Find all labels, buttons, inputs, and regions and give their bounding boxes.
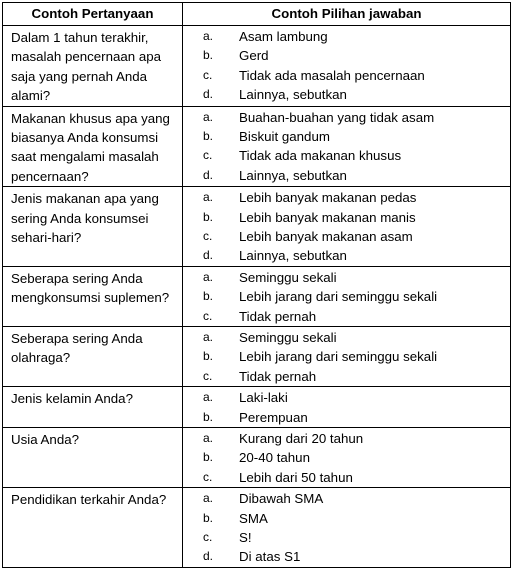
question-cell (3, 427, 183, 487)
option-text: Lebih jarang dari seminggu sekali (239, 289, 438, 305)
question-text: Pendidikan terkahir Anda? (11, 492, 167, 508)
question-text: Seberapa sering Anda mengkonsumsi suplemen? (11, 270, 170, 306)
question-text: Dalam 1 tahun terakhir, masalah pencernaan apa saja yang pernah Anda alami? (11, 30, 162, 104)
option-text: SMA (239, 510, 268, 526)
question-cell (3, 488, 183, 568)
option-text: Lebih banyak makanan pedas (239, 190, 417, 206)
answer-option (183, 127, 510, 146)
answer-option (183, 328, 510, 347)
answer-option (183, 448, 510, 467)
question-cell (3, 326, 183, 386)
answer-option (183, 46, 510, 65)
answers-cell (183, 488, 511, 568)
answer-option (183, 246, 510, 265)
answer-option (183, 27, 510, 46)
option-letter: c. (203, 529, 213, 544)
answers-cell (183, 266, 511, 326)
option-letter: a. (203, 491, 214, 506)
answer-option (183, 268, 510, 287)
answer-option (183, 367, 510, 386)
answer-options (183, 107, 510, 186)
answer-option (183, 85, 510, 104)
option-text: Laki-laki (239, 390, 288, 406)
option-text: Tidak pernah (239, 308, 317, 324)
option-text: Buahan-buahan yang tidak asam (239, 109, 435, 125)
option-letter: d. (203, 87, 214, 102)
option-letter: a. (203, 190, 214, 205)
option-text: Tidak ada masalah pencernaan (239, 67, 425, 83)
option-letter: c. (203, 67, 213, 82)
answer-option (183, 408, 510, 427)
option-letter: c. (203, 308, 213, 323)
question-text: Makanan khusus apa yang biasanya Anda konsumsi saat mengalami masalah pencernaan? (11, 110, 170, 184)
table-row (3, 187, 511, 267)
answer-options (183, 488, 510, 567)
table-row (3, 427, 511, 487)
answer-option (183, 208, 510, 227)
question-cell (3, 26, 183, 107)
option-letter: b. (203, 129, 214, 144)
answer-option (183, 528, 510, 547)
option-letter: b. (203, 209, 214, 224)
option-text: Asam lambung (239, 29, 328, 44)
option-text: Kurang dari 20 tahun (239, 430, 364, 446)
answer-option (183, 146, 510, 165)
option-letter: a. (203, 29, 214, 43)
answer-option (183, 429, 510, 448)
answer-options (183, 26, 510, 105)
option-text: Lebih banyak makanan asam (239, 229, 413, 245)
answers-cell (183, 187, 511, 267)
answer-options (183, 387, 510, 427)
header-answers: Contoh Pilihan jawaban (183, 3, 511, 26)
option-letter: d. (203, 248, 214, 263)
option-text: Lebih jarang dari seminggu sekali (239, 349, 438, 365)
table-row (3, 387, 511, 428)
option-letter: c. (203, 148, 213, 163)
answer-option (183, 489, 510, 508)
answer-options (183, 267, 510, 326)
option-letter: a. (203, 269, 214, 284)
option-letter: d. (203, 549, 214, 564)
answers-cell (183, 387, 511, 428)
answer-option (183, 227, 510, 246)
table-body (3, 26, 511, 568)
option-letter: d. (203, 167, 214, 182)
option-letter: b. (203, 450, 214, 465)
option-text: Lainnya, sebutkan (239, 87, 347, 103)
answer-option (183, 188, 510, 207)
answers-cell (183, 26, 511, 107)
answer-option (183, 108, 510, 127)
option-letter: a. (203, 109, 214, 124)
option-text: Lainnya, sebutkan (239, 167, 347, 183)
answer-option (183, 547, 510, 566)
option-letter: b. (203, 409, 214, 424)
table-row (3, 488, 511, 568)
answers-cell (183, 427, 511, 487)
question-text: Jenis kelamin Anda? (11, 391, 133, 407)
option-text: 20-40 tahun (239, 450, 310, 466)
questionnaire-table (2, 2, 511, 568)
table-row (3, 266, 511, 326)
option-text: Lebih banyak makanan manis (239, 209, 416, 225)
option-letter: b. (203, 349, 214, 364)
option-text: Lainnya, sebutkan (239, 248, 347, 264)
option-letter: c. (203, 368, 213, 383)
option-letter: a. (203, 390, 214, 405)
answer-options (183, 428, 510, 487)
option-text: Gerd (239, 48, 269, 64)
answer-options (183, 327, 510, 386)
option-text: Di atas S1 (239, 549, 301, 565)
option-letter: b. (203, 48, 214, 63)
answer-option (183, 347, 510, 366)
option-text: Tidak pernah (239, 368, 317, 384)
question-cell (3, 106, 183, 187)
answers-cell (183, 326, 511, 386)
answer-option (183, 388, 510, 407)
table-row (3, 326, 511, 386)
table-row (3, 106, 511, 187)
answer-option (183, 307, 510, 326)
option-text: S! (239, 529, 252, 545)
option-text: Biskuit gandum (239, 129, 330, 145)
option-text: Perempuan (239, 409, 308, 425)
answer-option (183, 166, 510, 185)
answer-options (183, 187, 510, 266)
header-row (3, 3, 511, 26)
option-letter: a. (203, 329, 214, 344)
option-text: Seminggu sekali (239, 329, 337, 345)
option-text: Seminggu sekali (239, 269, 337, 285)
table-row (3, 26, 511, 107)
question-cell (3, 187, 183, 267)
option-letter: b. (203, 289, 214, 304)
option-text: Lebih dari 50 tahun (239, 469, 353, 485)
answers-cell (183, 106, 511, 187)
answer-option (183, 66, 510, 85)
question-text: Usia Anda? (11, 431, 80, 447)
question-cell (3, 266, 183, 326)
answer-option (183, 468, 510, 487)
option-letter: c. (203, 469, 213, 484)
option-letter: c. (203, 229, 213, 244)
question-text: Seberapa sering Anda olahraga? (11, 330, 143, 366)
answer-option (183, 509, 510, 528)
question-text: Jenis makanan apa yang sering Anda konsumsei sehari-hari? (11, 191, 159, 246)
option-letter: a. (203, 430, 214, 445)
answer-option (183, 287, 510, 306)
question-cell (3, 387, 183, 428)
option-letter: b. (203, 510, 214, 525)
header-question: Contoh Pertanyaan (3, 3, 183, 26)
option-text: Tidak ada makanan khusus (239, 148, 402, 164)
option-text: Dibawah SMA (239, 491, 324, 507)
